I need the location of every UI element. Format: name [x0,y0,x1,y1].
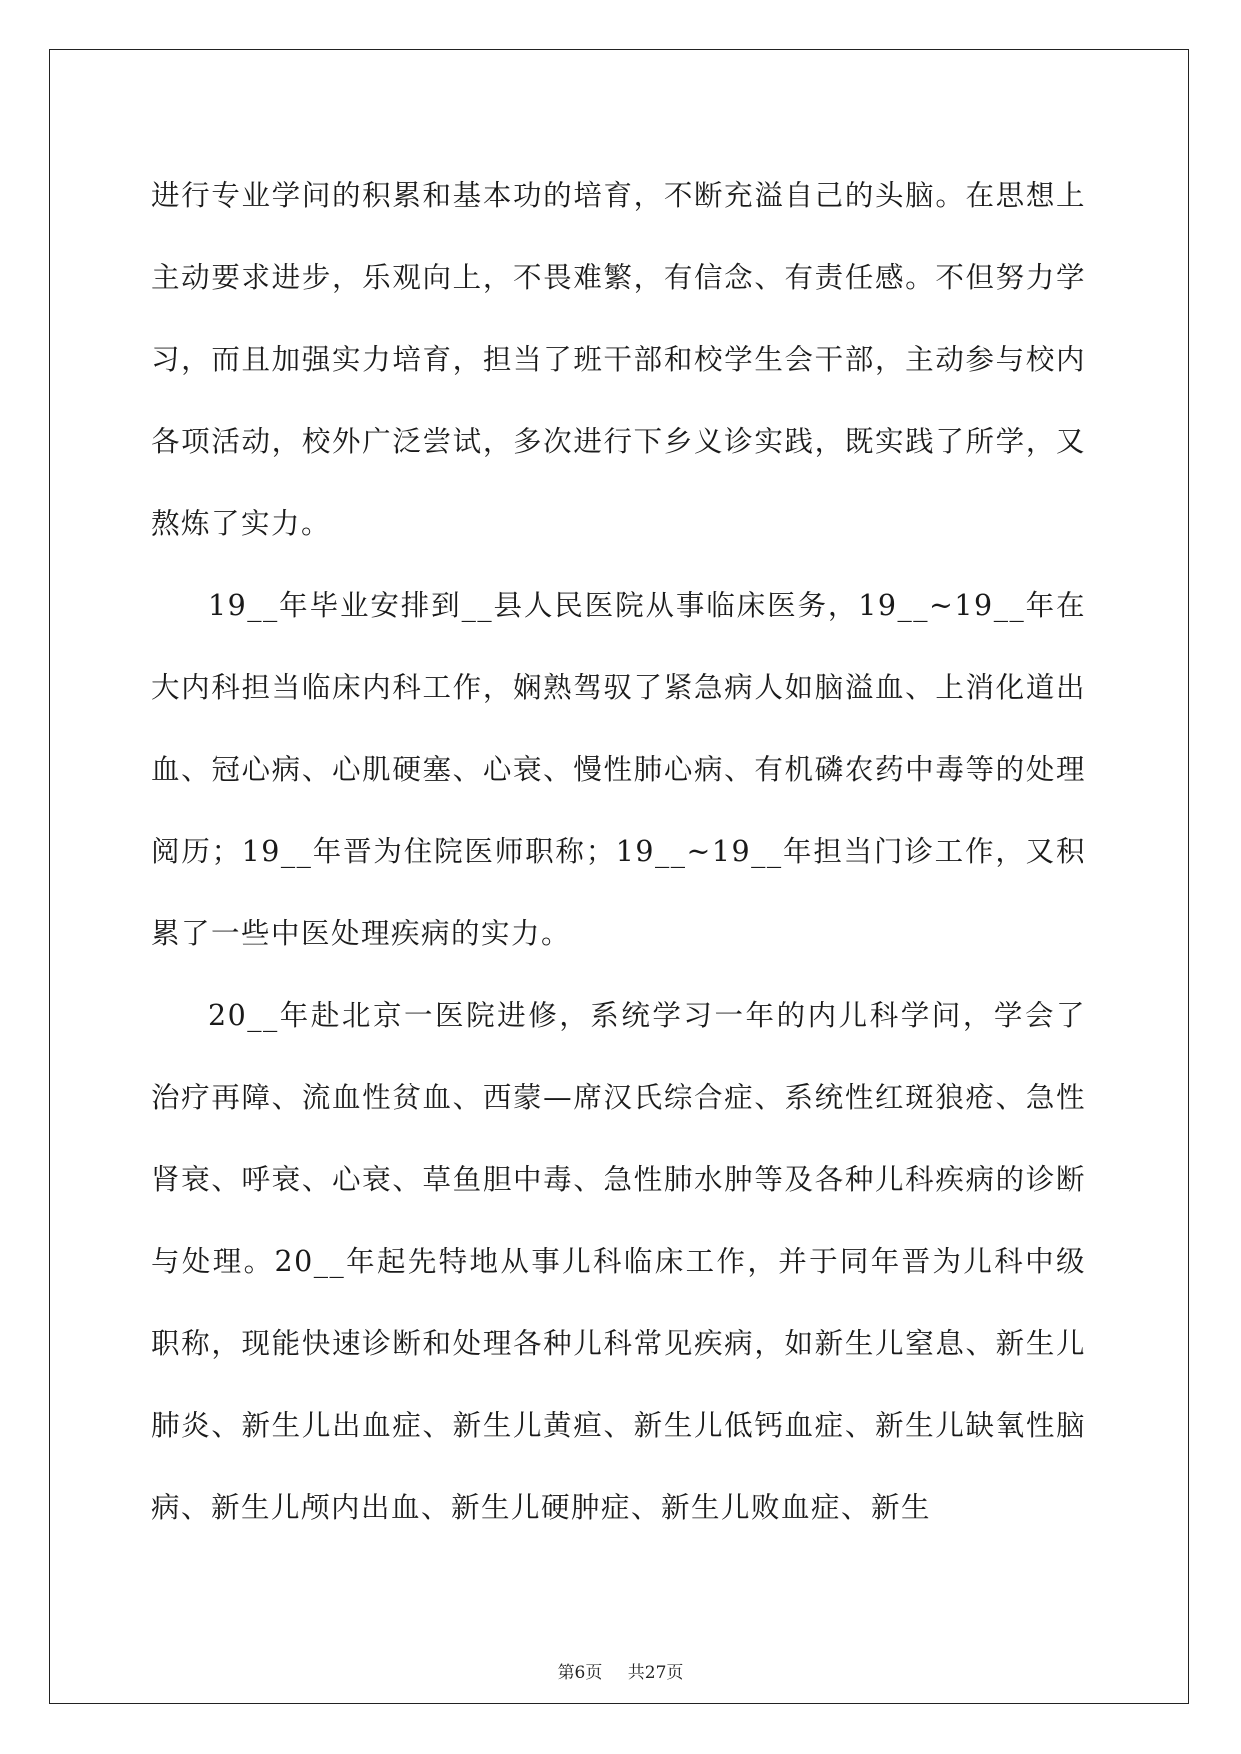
paragraph-beijing-study: 20__年赴北京一医院进修，系统学习一年的内儿科学问，学会了治疗再障、流血性贫血、西蒙—席汉氏综合症、系统性红斑狼疮、急性肾衰、呼衰、心衰、草鱼胆中毒、急性肺水肿等及各种儿科疾病的诊断与处理。20__年起先特地从事儿科临床工作，并于同年晋为儿科中级职称，现能快速诊断和处理各种儿科常见疾病，如新生儿窒息、新生儿肺炎、新生儿出血症、新生儿黄疸、新生儿低钙血症、新生儿缺氧性脑病、新生儿颅内出血、新生儿硬肿症、新生儿败血症、新生 [151,999,1086,1524]
page-footer [0,1658,1241,1683]
paragraph-graduation-career: 19__年毕业安排到__县人民医院从事临床医务，19__~19__年在大内科担当临床内科工作，娴熟驾驭了紧急病人如脑溢血、上消化道出血、冠心病、心肌硬塞、心衰、慢性肺心病、有机磷农药中毒等的处理阅历；19__年晋为住院医师职称；19__~19__年担当门诊工作，又积累了一些中医处理疾病的实力。 [151,589,1086,950]
page-number: 第6页 [557,1663,603,1683]
page-total: 共27页 [627,1663,684,1683]
document-body [151,155,1086,1549]
paragraph-continuation: 进行专业学问的积累和基本功的培育，不断充溢自己的头脑。在思想上主动要求进步，乐观向上，不畏难繁，有信念、有责任感。不但努力学习，而且加强实力培育，担当了班干部和校学生会干部，主动参与校内各项活动，校外广泛尝试，多次进行下乡义诊实践，既实践了所学，又熬炼了实力。 [151,179,1086,540]
